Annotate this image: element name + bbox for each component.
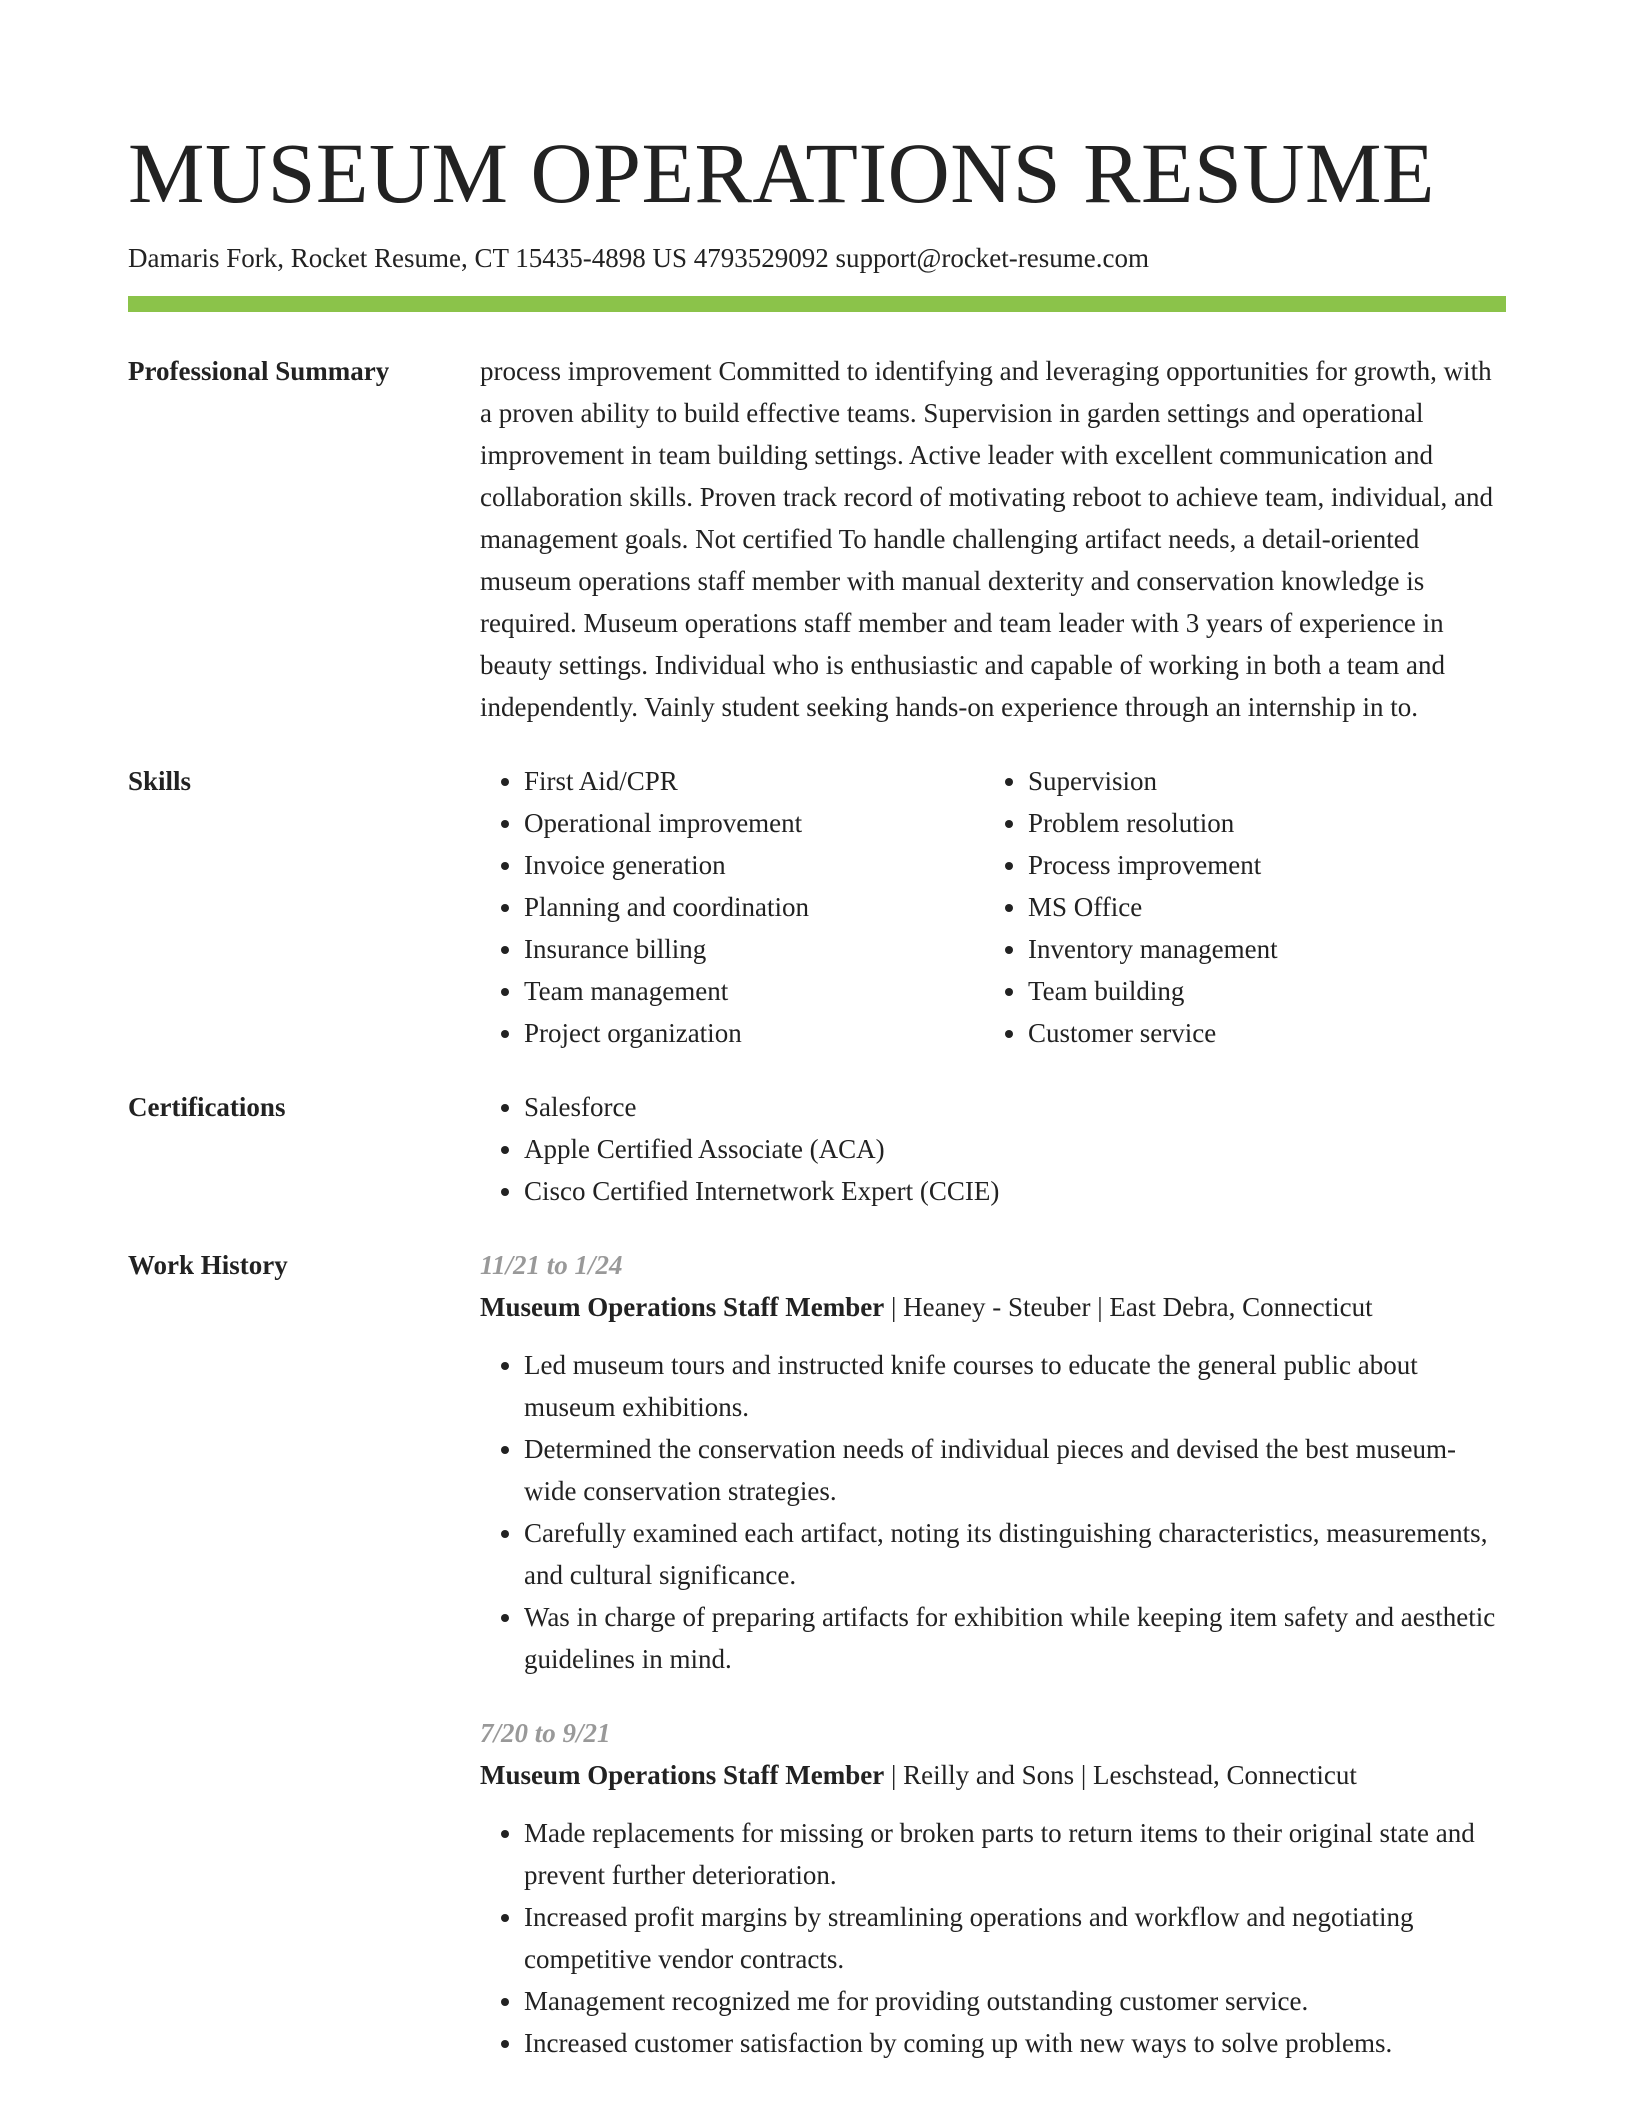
- skills-list-right: [984, 760, 1488, 1054]
- job-header: [480, 1286, 1506, 1328]
- skill-item: • Insurance billing: [524, 928, 984, 970]
- skills-section: [128, 760, 1506, 1054]
- skill-item: • Operational improvement: [524, 802, 984, 844]
- skill-item: • Project organization: [524, 1012, 984, 1054]
- job-bullet: • Led museum tours and instructed knife courses to educate the general public about museum exhibitions.: [524, 1344, 1506, 1428]
- skill-item: • Invoice generation: [524, 844, 984, 886]
- job-dates: 7/20 to 9/21: [480, 1718, 611, 1748]
- header-accent-bar: [128, 296, 1506, 312]
- skills-grid: [480, 760, 1506, 1054]
- job-header: [480, 1754, 1506, 1796]
- job-bullets: [480, 1812, 1506, 2064]
- certifications-body: [480, 1086, 1506, 1212]
- certifications-list: [480, 1086, 1506, 1212]
- skill-item: • Team management: [524, 970, 984, 1012]
- summary-section: [128, 350, 1506, 728]
- skill-item: • Process improvement: [1028, 844, 1488, 886]
- job-bullet: • Increased customer satisfaction by coming up with new ways to solve problems.: [524, 2022, 1506, 2064]
- job-title: Museum Operations Staff Member: [480, 1760, 885, 1790]
- work-history-section: [128, 1244, 1506, 2096]
- job-bullet: • Determined the conservation needs of individual pieces and devised the best museum-wide conservation strategies.: [524, 1428, 1506, 1512]
- skill-item: • Inventory management: [1028, 928, 1488, 970]
- job-bullet: • Management recognized me for providing outstanding customer service.: [524, 1980, 1506, 2022]
- certification-item: • Salesforce: [524, 1086, 1506, 1128]
- skills-column-left: [480, 760, 984, 1054]
- job-bullets: [480, 1344, 1506, 1680]
- job-entry: [480, 1712, 1506, 2064]
- job-entry: [480, 1244, 1506, 1680]
- summary-text: process improvement Committed to identifying and leveraging opportunities for growth, with a proven ability to build effective teams. Supervision in garden settings and operational improvement in team building settings. Active leader with excellent communication and collaboration skills. Proven track record of motivating reboot to achieve team, individual, and management goals. Not certified To handle challenging artifact needs, a detail-oriented museum operations staff member with manual dexterity and conservation knowledge is required. Museum operations staff member and team leader with 3 years of experience in beauty settings. Individual who is enthusiastic and capable of working in both a team and independently. Vainly student seeking hands-on experience through an internship in to.: [480, 356, 1493, 722]
- skill-item: • Supervision: [1028, 760, 1488, 802]
- summary-label: Professional Summary: [128, 356, 390, 386]
- contact-info: Damaris Fork, Rocket Resume, CT 15435-4898 US 4793529092 support@rocket-resume.com: [128, 243, 1149, 273]
- job-bullet: • Was in charge of preparing artifacts for exhibition while keeping item safety and aesthetic guidelines in mind.: [524, 1596, 1506, 1680]
- certifications-label: Certifications: [128, 1092, 286, 1122]
- skills-column-right: [984, 760, 1488, 1054]
- resume-page: [128, 0, 1506, 2096]
- job-details: | Reilly and Sons | Leschstead, Connecticut: [884, 1760, 1357, 1790]
- work-history-body: [480, 1244, 1506, 2096]
- job-dates: 11/21 to 1/24: [480, 1250, 623, 1280]
- job-bullet: • Carefully examined each artifact, noting its distinguishing characteristics, measurements, and cultural significance.: [524, 1512, 1506, 1596]
- skill-item: • Team building: [1028, 970, 1488, 1012]
- job-bullet: • Made replacements for missing or broken parts to return items to their original state and prevent further deterioration.: [524, 1812, 1506, 1896]
- job-details: | Heaney - Steuber | East Debra, Connecticut: [884, 1292, 1373, 1322]
- skill-item: • MS Office: [1028, 886, 1488, 928]
- certifications-section: [128, 1086, 1506, 1212]
- work-history-label: Work History: [128, 1250, 288, 1280]
- summary-body: [480, 350, 1506, 728]
- certification-item: • Apple Certified Associate (ACA): [524, 1128, 1506, 1170]
- certification-item: • Cisco Certified Internetwork Expert (CCIE): [524, 1170, 1506, 1212]
- skill-item: • Customer service: [1028, 1012, 1488, 1054]
- job-title: Museum Operations Staff Member: [480, 1292, 885, 1322]
- skill-item: • First Aid/CPR: [524, 760, 984, 802]
- skill-item: • Problem resolution: [1028, 802, 1488, 844]
- skills-list-left: [480, 760, 984, 1054]
- resume-title: MUSEUM OPERATIONS RESUME: [128, 125, 1435, 221]
- skill-item: • Planning and coordination: [524, 886, 984, 928]
- job-bullet: • Increased profit margins by streamlining operations and workflow and negotiating competitive vendor contracts.: [524, 1896, 1506, 1980]
- skills-label: Skills: [128, 766, 192, 796]
